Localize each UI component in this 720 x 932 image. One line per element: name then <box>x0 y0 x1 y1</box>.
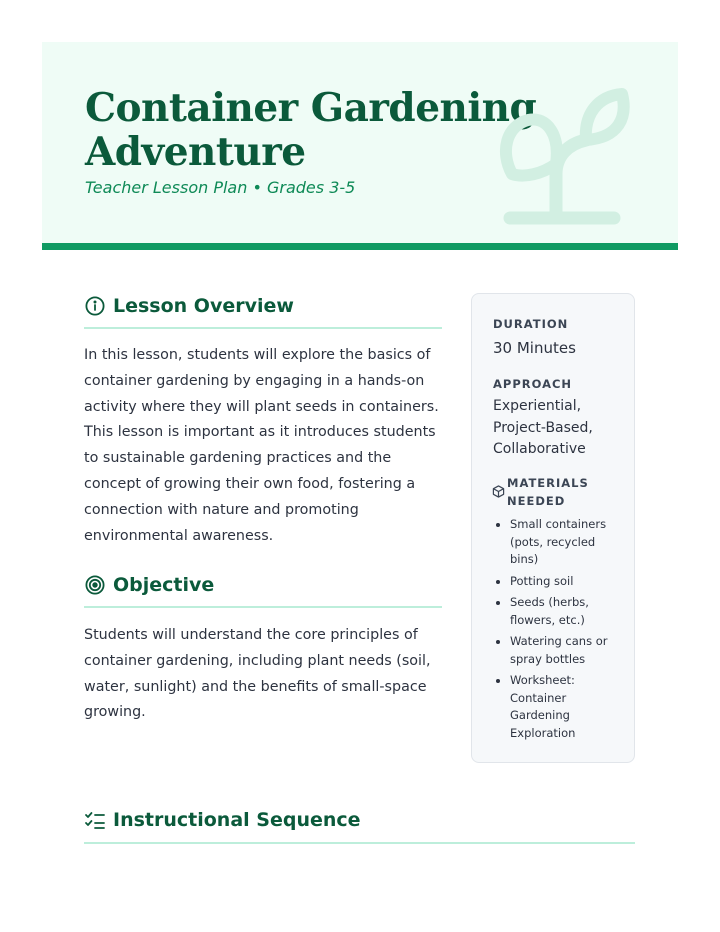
list-item: Seeds (herbs, flowers, etc.) <box>493 594 625 629</box>
materials-list <box>493 516 625 746</box>
checklist-icon <box>84 809 106 831</box>
sequence-heading-text: Instructional Sequence <box>113 809 361 831</box>
objective-heading-text: Objective <box>113 574 215 596</box>
approach-label: APPROACH <box>493 377 573 391</box>
overview-heading <box>84 295 294 317</box>
approach-value: Experiential, Project-Based, Collaborative <box>493 398 593 457</box>
box-icon <box>492 485 505 498</box>
bullet-icon <box>496 523 500 527</box>
materials-label: MATERIALS NEEDED <box>507 476 589 508</box>
lesson-header <box>42 42 678 250</box>
bullet-icon <box>496 679 500 683</box>
page-subtitle: Teacher Lesson Plan • Grades 3-5 <box>85 178 356 197</box>
objective-text: Students will understand the core principles of container gardening, including plant needs (soil, water, sunlight) and the benefits of small-space growing. <box>84 627 431 721</box>
target-icon <box>84 574 106 596</box>
duration-value: 30 Minutes <box>493 339 576 357</box>
list-item: Watering cans or spray bottles <box>493 633 625 668</box>
header-accent-bar <box>42 243 678 250</box>
sequence-heading <box>84 809 361 831</box>
overview-heading-text: Lesson Overview <box>113 295 294 317</box>
objective-heading <box>84 574 214 596</box>
page-title: Container Gardening Adventure <box>85 85 537 175</box>
list-item: Worksheet: Container Gardening Exploration <box>493 672 625 742</box>
overview-divider <box>84 327 442 329</box>
bullet-icon <box>496 580 500 584</box>
overview-text: In this lesson, students will explore the basics of container gardening by engaging in a hands-on activity where they will plant seeds in containers. This lesson is important as it introduces students to sustainable gardening practices and the concept of growing their own food, fostering a connection with nature and promoting environmental awareness. <box>84 347 439 544</box>
bullet-icon <box>496 601 500 605</box>
sequence-divider <box>84 842 635 844</box>
list-item: Potting soil <box>493 573 625 591</box>
duration-label: DURATION <box>493 317 569 331</box>
list-item: Small containers (pots, recycled bins) <box>493 516 625 569</box>
objective-divider <box>84 606 442 608</box>
bullet-icon <box>496 640 500 644</box>
info-icon <box>84 295 106 317</box>
lesson-details-sidebar <box>471 293 635 763</box>
sprout-icon <box>494 78 634 230</box>
